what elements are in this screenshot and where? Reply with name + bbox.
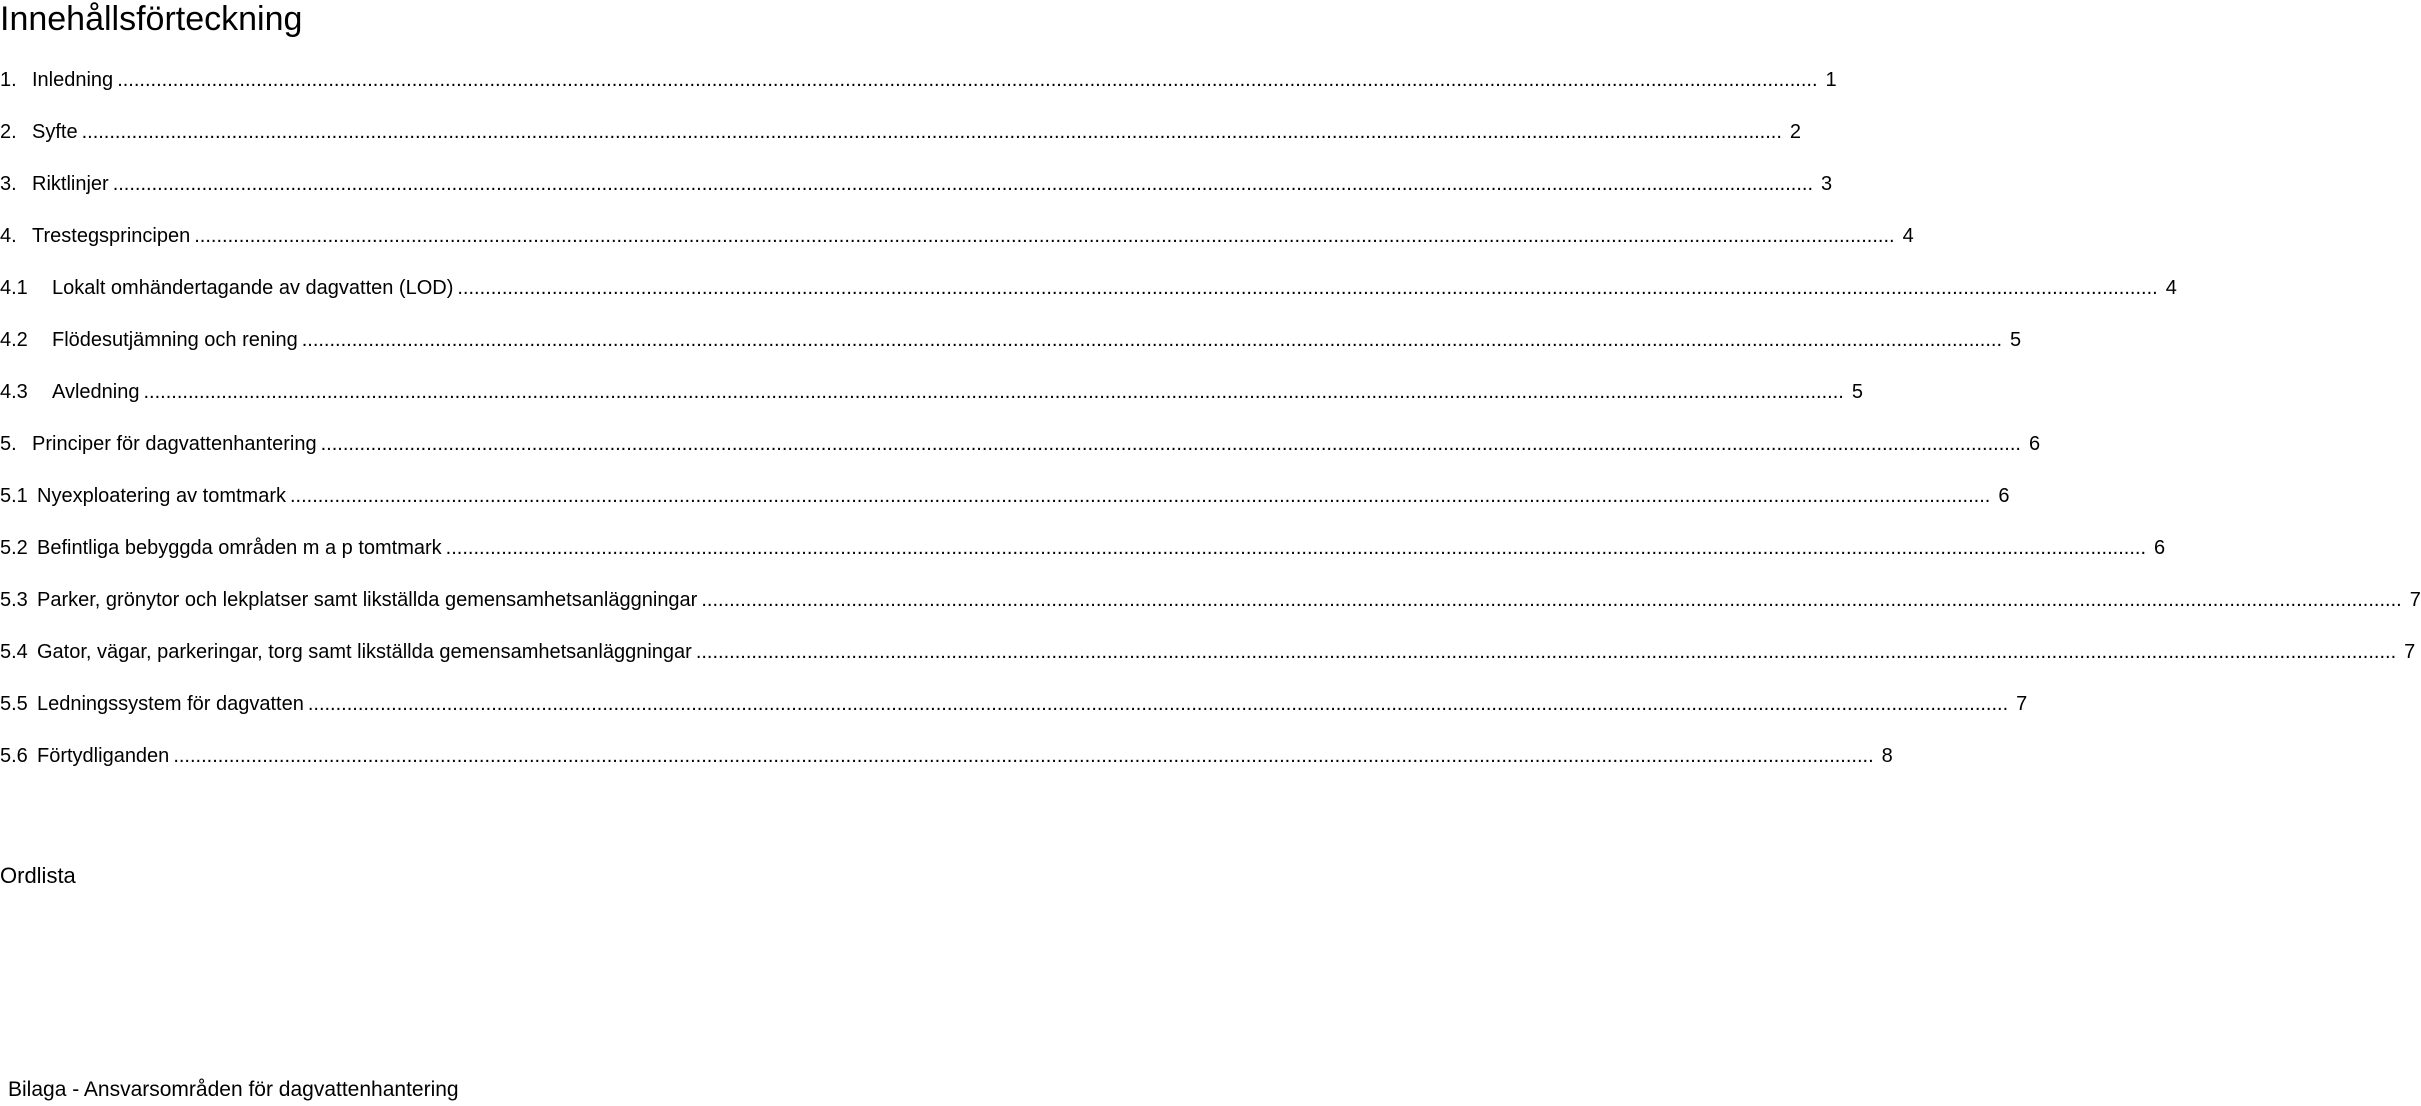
toc-entry-5-4[interactable]	[0, 640, 2416, 664]
toc-dot-leader	[82, 120, 1782, 144]
toc-entry-page: 6	[2154, 537, 2166, 559]
toc-entry-number: 4.2	[0, 329, 28, 351]
toc-entry-5-1[interactable]	[0, 484, 2010, 508]
toc-entry-label: Riktlinjer	[32, 173, 109, 195]
toc-entry-page: 5	[1851, 381, 1863, 403]
toc-entry-page: 5	[2010, 329, 2022, 351]
toc-entry-label: Befintliga bebyggda områden m a p tomtmark	[37, 537, 442, 559]
toc-entry-1[interactable]	[0, 68, 1837, 92]
toc-entry-label: Inledning	[32, 69, 114, 91]
toc-entry-label: Ledningssystem för dagvatten	[37, 693, 304, 715]
toc-entry-label: Avledning	[52, 381, 140, 403]
toc-entry-number: 4.	[0, 225, 17, 247]
toc-entry-label: Trestegsprincipen	[32, 225, 191, 247]
toc-entry-number: 5.6	[0, 745, 28, 767]
toc-entry-number: 5.3	[0, 589, 28, 611]
toc-dot-leader	[113, 172, 1813, 196]
toc-entry-number: 2.	[0, 121, 17, 143]
toc-entry-label: Gator, vägar, parkeringar, torg samt likställda gemensamhetsanläggningar	[37, 641, 692, 663]
toc-entry-label: Flödesutjämning och rening	[52, 329, 298, 351]
toc-entry-page: 1	[1825, 69, 1837, 91]
toc-entry-5[interactable]	[0, 432, 2041, 456]
appendix-title: Bilaga - Ansvarsområden för dagvattenhantering	[8, 1078, 459, 1101]
page-title: Innehållsförteckning	[0, 0, 303, 38]
toc-dot-leader	[701, 588, 2401, 612]
toc-dot-leader	[117, 68, 1817, 92]
toc-entry-label: Parker, grönytor och lekplatser samt likställda gemensamhetsanläggningar	[37, 589, 698, 611]
toc-dot-leader	[446, 536, 2146, 560]
toc-entry-5-5[interactable]	[0, 692, 2028, 716]
toc-dot-leader	[143, 380, 1843, 404]
toc-entry-page: 6	[1998, 485, 2010, 507]
toc-entry-number: 5.	[0, 433, 17, 455]
toc-entry-number: 5.5	[0, 693, 28, 715]
toc-entry-number: 5.2	[0, 537, 28, 559]
toc-dot-leader	[173, 744, 1873, 768]
toc-dot-leader	[194, 224, 1894, 248]
toc-entry-4[interactable]	[0, 224, 1914, 248]
ordlista-heading: Ordlista	[0, 863, 76, 888]
toc-entry-label: Nyexploatering av tomtmark	[37, 485, 286, 507]
toc-dot-leader	[321, 432, 2021, 456]
toc-dot-leader	[696, 640, 2396, 664]
toc-entry-page: 7	[2404, 641, 2416, 663]
toc-entry-4-1[interactable]	[0, 276, 2177, 300]
toc-entry-page: 4	[1902, 225, 1914, 247]
toc-entry-number: 3.	[0, 173, 17, 195]
toc-entry-number: 4.3	[0, 381, 28, 403]
toc-entry-3[interactable]	[0, 172, 1833, 196]
toc-entry-5-6[interactable]	[0, 744, 1893, 768]
toc-entry-number: 4.1	[0, 277, 28, 299]
toc-entry-5-3[interactable]	[0, 588, 2421, 612]
toc-dot-leader	[457, 276, 2157, 300]
toc-entry-number: 5.4	[0, 641, 28, 663]
toc-entry-4-3[interactable]	[0, 380, 1863, 404]
toc-entry-number: 1.	[0, 69, 17, 91]
toc-entry-page: 7	[2016, 693, 2028, 715]
toc-entry-label: Syfte	[32, 121, 78, 143]
toc-dot-leader	[302, 328, 2002, 352]
toc-entry-label: Principer för dagvattenhantering	[32, 433, 317, 455]
toc-entry-label: Förtydliganden	[37, 745, 170, 767]
toc-entry-page: 6	[2028, 433, 2041, 455]
toc-entry-4-2[interactable]	[0, 328, 2022, 352]
toc-entry-page: 4	[2165, 277, 2177, 299]
toc-dot-leader	[308, 692, 2008, 716]
toc-entry-page: 2	[1789, 121, 1802, 143]
toc-entry-page: 3	[1821, 173, 1833, 195]
toc-dot-leader	[290, 484, 1990, 508]
toc-entry-page: 7	[2409, 589, 2421, 611]
toc-entry-2[interactable]	[0, 120, 1802, 144]
toc-entry-5-2[interactable]	[0, 536, 2166, 560]
toc-entry-number: 5.1	[0, 485, 28, 507]
toc-entry-page: 8	[1881, 745, 1893, 767]
toc-entry-label: Lokalt omhändertagande av dagvatten (LOD)	[52, 277, 454, 299]
